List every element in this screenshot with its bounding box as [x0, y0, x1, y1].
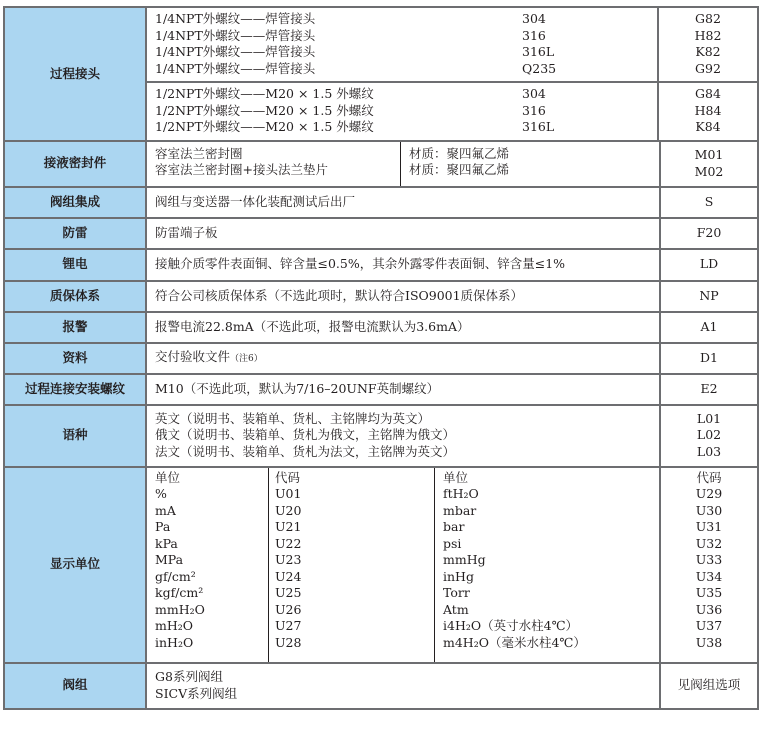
option-code: L01 [696, 410, 722, 426]
manifold-item: G8系列阀组 [155, 669, 223, 684]
row-wetted-seal [4, 141, 758, 187]
unit: MPa [155, 552, 184, 567]
unit-code: U26 [275, 601, 302, 617]
unit-code: U25 [275, 585, 302, 600]
desc: 报警电流22.8mA（不选此项，报警电流默认为3.6mA） [146, 312, 660, 343]
label-language: 语种 [4, 405, 146, 467]
unit: inHg [443, 568, 474, 584]
row-quality [4, 281, 758, 312]
unit-header: 单位 [155, 469, 181, 485]
unit-code: U36 [695, 601, 723, 617]
row-lightning [4, 218, 758, 249]
option-code: NP [660, 281, 758, 312]
desc-line: 1/4NPT外螺纹——焊管接头 [155, 11, 316, 26]
unit-code: U28 [275, 634, 302, 650]
unit: Pa [155, 519, 171, 534]
code-header: 代码 [696, 469, 722, 485]
unit-code: U34 [695, 568, 723, 584]
unit-code: U35 [695, 585, 723, 600]
label-alarm: 报警 [4, 312, 146, 343]
unit-code: U23 [275, 552, 302, 567]
label-display-unit: 显示单位 [4, 467, 146, 663]
unit: Torr [443, 585, 470, 600]
language-desc: 俄文（说明书、装箱单、货札为俄文，主铭牌为俄文） [155, 427, 456, 443]
unit-code: U20 [275, 502, 302, 518]
unit-code: U22 [275, 535, 302, 551]
seal-desc: 容室法兰密封圈 [155, 145, 243, 161]
desc: 阀组与变送器一体化装配测试后出厂 [146, 187, 660, 218]
seal-material: 材质：聚四氟乙烯 [409, 162, 510, 177]
label-documents: 资料 [4, 343, 146, 374]
desc-line: 1/4NPT外螺纹——焊管接头 [155, 27, 316, 43]
option-code: H84 [694, 102, 722, 118]
option-code: D1 [660, 343, 758, 374]
code-header: 代码 [275, 469, 301, 485]
desc-line: 1/2NPT外螺纹——M20 × 1.5 外螺纹 [155, 119, 374, 134]
material: 304 [522, 86, 546, 101]
desc: M10（不选此项，默认为7/16–20UNF英制螺纹） [146, 374, 660, 405]
unit-code: U30 [695, 502, 723, 518]
row-manifold-integration [4, 187, 758, 218]
unit-code: U31 [695, 519, 723, 534]
option-code: G84 [695, 86, 721, 101]
option-code: K82 [695, 44, 721, 59]
seal-material: 材质：聚四氟乙烯 [409, 145, 510, 161]
unit: % [155, 486, 167, 501]
desc-line: 1/2NPT外螺纹——M20 × 1.5 外螺纹 [155, 102, 374, 118]
language-desc: 英文（说明书、装箱单、货札、主铭牌均为英文） [155, 410, 431, 426]
row-language [4, 405, 758, 467]
label-lithium: 锂电 [4, 249, 146, 281]
unit: Atm [443, 601, 469, 617]
option-code: LD [660, 249, 758, 281]
option-code: A1 [660, 312, 758, 343]
desc: 防雷端子板 [146, 218, 660, 249]
unit: mmHg [443, 552, 486, 567]
desc-line: 1/4NPT外螺纹——焊管接头 [155, 60, 316, 76]
option-code: M02 [694, 163, 724, 179]
desc: 符合公司核质保体系（不选此项时，默认符合ISO9001质保体系） [146, 281, 660, 312]
desc-line: 1/2NPT外螺纹——M20 × 1.5 外螺纹 [155, 86, 374, 101]
unit-code: U01 [275, 486, 302, 501]
option-code: S [660, 187, 758, 218]
unit-code: U24 [275, 568, 302, 584]
material: Q235 [522, 60, 557, 76]
material: 316 [522, 102, 546, 118]
option-code: H82 [694, 27, 722, 43]
unit-header: 单位 [443, 469, 469, 485]
process-group-2 [147, 81, 757, 140]
label-process-connection: 过程接头 [4, 7, 146, 141]
label-manifold-integration: 阀组集成 [4, 187, 146, 218]
unit-code: U33 [695, 552, 723, 567]
option-code: K84 [695, 119, 721, 134]
desc: 交付验收文件 [155, 348, 231, 364]
row-display-unit [4, 467, 758, 663]
option-code: 见阀组选项 [660, 663, 758, 709]
option-code: M01 [694, 147, 724, 162]
seal-desc: 容室法兰密封圈+接头法兰垫片 [155, 162, 328, 177]
row-manifold [4, 663, 758, 709]
material: 304 [522, 11, 546, 26]
option-code: E2 [660, 374, 758, 405]
unit: i4H₂O（英寸水柱4℃） [443, 618, 579, 633]
unit-code: U37 [695, 618, 723, 633]
unit: inH₂O [155, 634, 194, 650]
label-mounting-thread: 过程连接安装螺纹 [4, 374, 146, 405]
unit-code: U21 [275, 519, 302, 534]
unit: mH₂O [155, 618, 194, 633]
footnote: （注6） [230, 353, 263, 364]
unit: gf/cm² [155, 568, 196, 584]
option-spec-table [3, 6, 759, 710]
material: 316L [522, 44, 555, 59]
unit-code: U29 [695, 486, 723, 501]
option-code: G82 [695, 11, 721, 26]
option-code: L03 [696, 443, 722, 459]
unit: m4H₂O（毫米水柱4℃） [443, 634, 586, 650]
label-lightning: 防雷 [4, 218, 146, 249]
label-wetted-seal: 接液密封件 [4, 141, 146, 187]
unit: mbar [443, 502, 477, 518]
material: 316 [522, 27, 546, 43]
unit: bar [443, 519, 465, 534]
manifold-item: SICV系列阀组 [155, 685, 238, 701]
language-desc: 法文（说明书、装箱单、货札为法文，主铭牌为英文） [155, 443, 456, 459]
desc-line: 1/4NPT外螺纹——焊管接头 [155, 44, 316, 59]
unit: kgf/cm² [155, 585, 204, 600]
desc: 接触介质零件表面铜、锌含量≤0.5%，其余外露零件表面铜、锌含量≤1% [146, 249, 660, 281]
row-documents [4, 343, 758, 374]
option-code: G92 [695, 60, 721, 76]
row-lithium [4, 249, 758, 281]
unit: mmH₂O [155, 601, 205, 617]
row-mounting-thread [4, 374, 758, 405]
row-process-connection [4, 7, 758, 141]
unit: kPa [155, 535, 178, 551]
process-group-1 [147, 8, 757, 81]
unit-code: U32 [695, 535, 723, 551]
unit: mA [155, 502, 176, 518]
option-code: L02 [696, 427, 722, 443]
option-code: F20 [660, 218, 758, 249]
unit: psi [443, 535, 462, 551]
label-manifold: 阀组 [4, 663, 146, 709]
unit-code: U27 [275, 618, 302, 633]
label-quality: 质保体系 [4, 281, 146, 312]
unit-code: U38 [695, 634, 723, 650]
row-alarm [4, 312, 758, 343]
material: 316L [522, 119, 555, 134]
unit: ftH₂O [443, 486, 479, 501]
